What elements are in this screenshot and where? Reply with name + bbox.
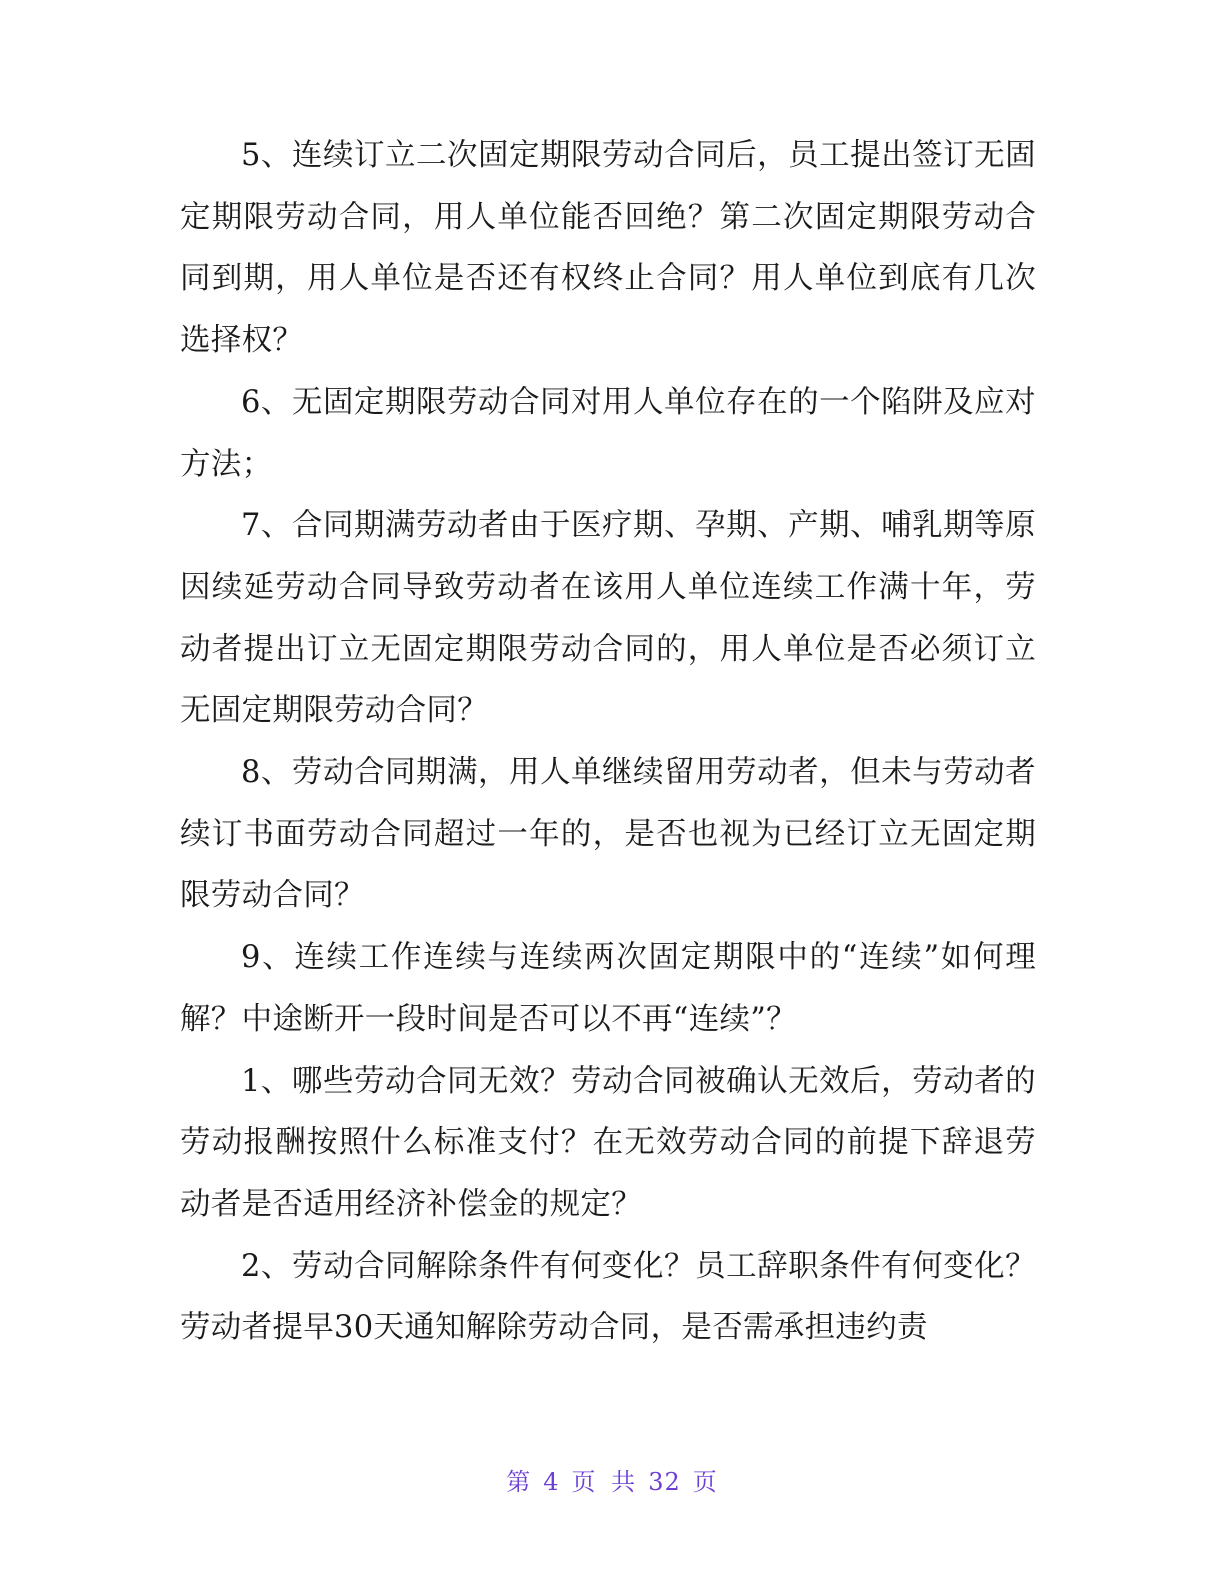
- paragraph-1: 1、哪些劳动合同无效？劳动合同被确认无效后，劳动者的劳动报酬按照什么标准支付？在无效劳动合同的前提下辞退劳动者是否适用经济补偿金的规定？: [180, 1063, 1036, 1222]
- paragraph-2: 2、劳动合同解除条件有何变化？员工辞职条件有何变化？劳动者提早30天通知解除劳动合同，是否需承担违约责: [180, 1248, 1036, 1346]
- paragraph-9: 9、连续工作连续与连续两次固定期限中的“连续”如何理解？中途断开一段时间是否可以不再“连续”？: [180, 940, 1036, 1037]
- document-body: [180, 125, 1036, 1359]
- page-footer: [0, 1462, 1224, 1497]
- footer-middle: 页 共: [571, 1468, 637, 1496]
- paragraph-5: 5、连续订立二次固定期限劳动合同后，员工提出签订无固定期限劳动合同，用人单位能否回绝？第二次固定期限劳动合同到期，用人单位是否还有权终止合同？用人单位到底有几次选择权？: [180, 138, 1036, 359]
- footer-prefix: 第: [506, 1468, 532, 1496]
- footer-suffix: 页: [692, 1468, 718, 1496]
- paragraph-6: 6、无固定期限劳动合同对用人单位存在的一个陷阱及应对方法；: [180, 384, 1036, 482]
- footer-page-number: 4: [543, 1468, 560, 1496]
- footer-total-pages: 32: [648, 1468, 681, 1496]
- paragraph-7: 7、合同期满劳动者由于医疗期、孕期、产期、哺乳期等原因续延劳动合同导致劳动者在该用人单位连续工作满十年，劳动者提出订立无固定期限劳动合同的，用人单位是否必须订立无固定期限劳动合同？: [180, 508, 1036, 729]
- paragraph-8: 8、劳动合同期满，用人单继续留用劳动者，但未与劳动者续订书面劳动合同超过一年的，是否也视为已经订立无固定期限劳动合同？: [180, 755, 1036, 914]
